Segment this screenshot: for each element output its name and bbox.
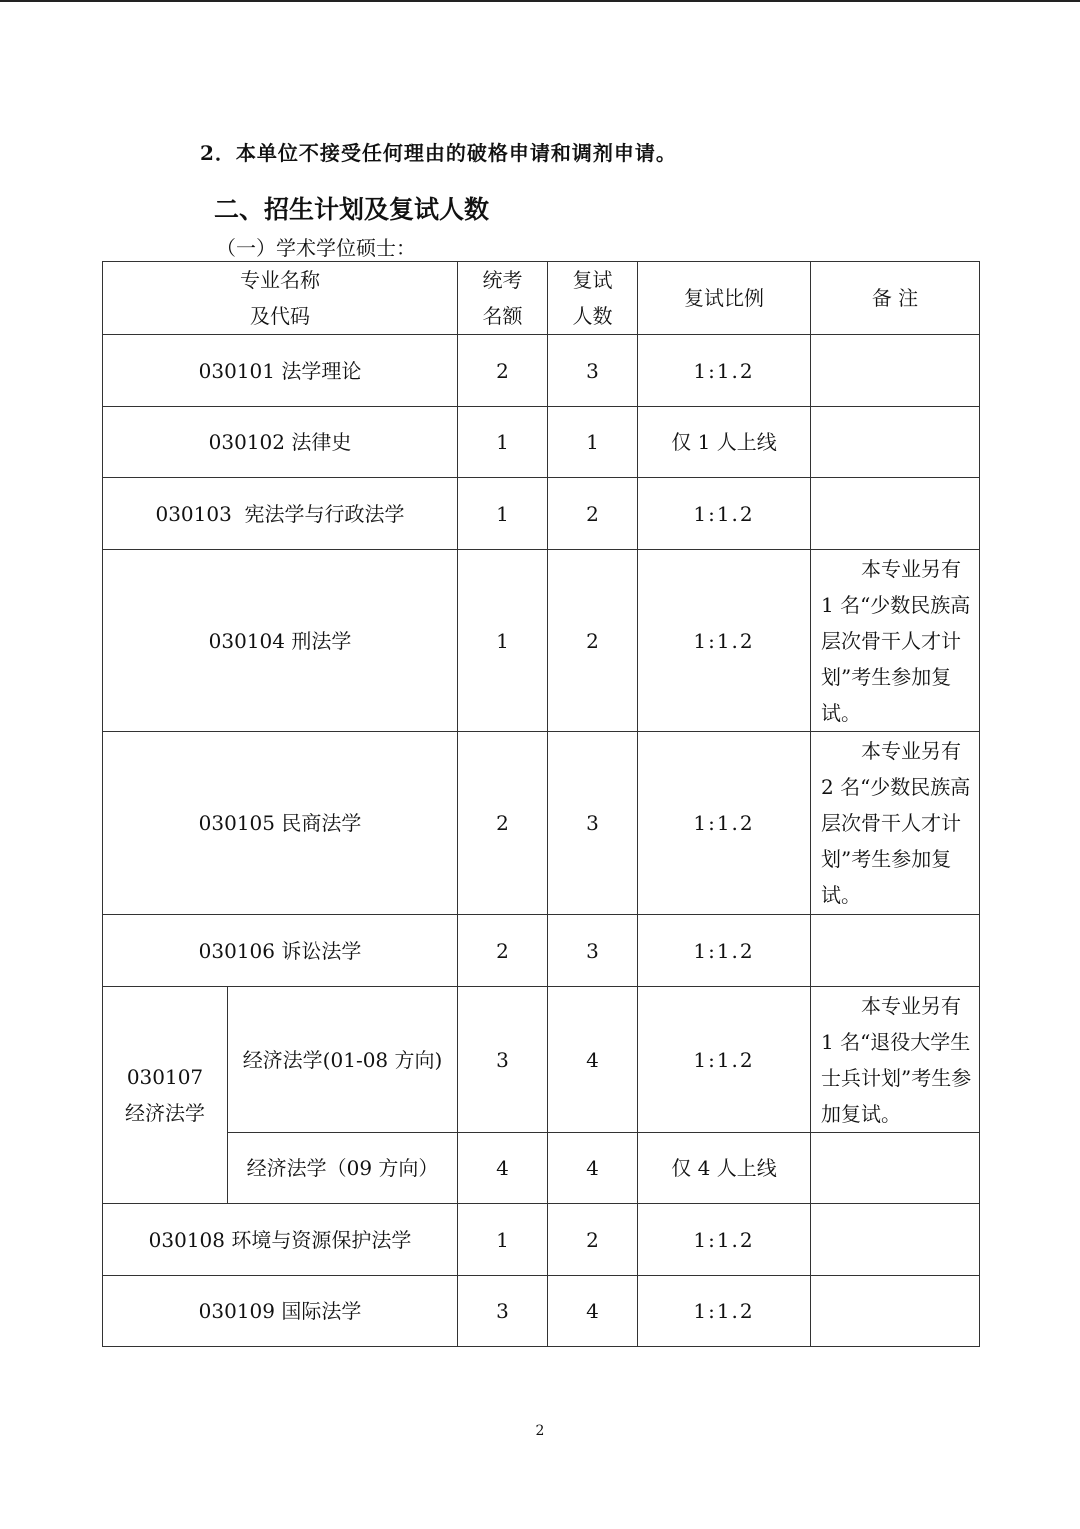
cell-retest: 1: [548, 407, 638, 478]
header-quota-line2: 名额: [482, 304, 523, 328]
cell-note: [811, 915, 980, 987]
cell-ratio: 仅 1 人上线: [638, 407, 811, 478]
header-note: 备 注: [811, 262, 980, 335]
cell-quota: 1: [458, 407, 548, 478]
cell-retest: 2: [548, 550, 638, 732]
cell-note: [811, 1204, 980, 1276]
table-row: [103, 1276, 980, 1347]
cell-ratio: 1:1.2: [638, 1276, 811, 1347]
cell-quota: 4: [458, 1133, 548, 1204]
cell-note: [811, 478, 980, 550]
group-code: 030107: [126, 1065, 204, 1089]
cell-note: [811, 335, 980, 407]
cell-quota: 2: [458, 335, 548, 407]
cell-major: 030109 国际法学: [103, 1276, 458, 1347]
section-title: 二、招生计划及复试人数: [214, 195, 490, 224]
enrollment-table: [102, 261, 980, 1347]
table-row: [103, 915, 980, 987]
cell-major: 030103 宪法学与行政法学: [103, 478, 458, 550]
table-row-group: [103, 987, 980, 1133]
cell-note: [811, 550, 980, 732]
cell-major: 030105 民商法学: [103, 732, 458, 915]
table-row: [103, 732, 980, 915]
cell-note: [811, 407, 980, 478]
cell-quota: 1: [458, 550, 548, 732]
cell-ratio: 1:1.2: [638, 550, 811, 732]
header-retest-line1: 复试: [572, 268, 613, 292]
cell-retest: 2: [548, 478, 638, 550]
cell-ratio: 仅 4 人上线: [638, 1133, 811, 1204]
cell-note: [811, 1133, 980, 1204]
rule-item-2: 2．本单位不接受任何理由的破格申请和调剂申请。: [200, 141, 677, 165]
header-quota-line1: 统考: [482, 268, 523, 292]
cell-direction: 经济法学(01-08 方向): [228, 987, 458, 1133]
cell-major: 030101 法学理论: [103, 335, 458, 407]
cell-note: [811, 732, 980, 915]
cell-note: [811, 1276, 980, 1347]
header-retest: [548, 262, 638, 335]
table-row: [103, 550, 980, 732]
cell-note-text: 本专业另有 2 名“少数民族高层次骨干人才计划”考生参加复试。: [821, 739, 971, 907]
cell-ratio: 1:1.2: [638, 478, 811, 550]
cell-quota: 3: [458, 1276, 548, 1347]
table-header-row: [103, 262, 980, 335]
header-major-line2: 及代码: [250, 304, 310, 328]
cell-retest: 3: [548, 732, 638, 915]
table-row: [103, 1204, 980, 1276]
cell-ratio: 1:1.2: [638, 915, 811, 987]
cell-quota: 1: [458, 478, 548, 550]
cell-ratio: 1:1.2: [638, 732, 811, 915]
cell-retest: 4: [548, 1276, 638, 1347]
cell-major: 030102 法律史: [103, 407, 458, 478]
cell-retest: 3: [548, 335, 638, 407]
cell-note-text: 本专业另有 1 名“退役大学生士兵计划”考生参加复试。: [821, 993, 972, 1126]
cell-quota: 2: [458, 915, 548, 987]
table-row: [103, 335, 980, 407]
group-name: 经济法学: [125, 1101, 205, 1125]
header-ratio: 复试比例: [638, 262, 811, 335]
cell-quota: 3: [458, 987, 548, 1133]
page-number: 2: [535, 1423, 545, 1439]
table-row: [103, 478, 980, 550]
page-top-border: [0, 0, 1080, 2]
cell-retest: 3: [548, 915, 638, 987]
header-major: [103, 262, 458, 335]
subsection-title: （一）学术学位硕士：: [216, 236, 416, 260]
header-major-line1: 专业名称: [240, 268, 320, 292]
cell-major: 030104 刑法学: [103, 550, 458, 732]
cell-direction: 经济法学（09 方向）: [228, 1133, 458, 1204]
cell-major: 030108 环境与资源保护法学: [103, 1204, 458, 1276]
cell-ratio: 1:1.2: [638, 987, 811, 1133]
cell-ratio: 1:1.2: [638, 1204, 811, 1276]
table-row: [103, 407, 980, 478]
header-retest-line2: 人数: [572, 304, 613, 328]
table-row: [103, 1133, 980, 1204]
cell-group-major: [103, 987, 228, 1204]
cell-retest: 2: [548, 1204, 638, 1276]
cell-retest: 4: [548, 987, 638, 1133]
cell-note-text: 本专业另有 1 名“少数民族高层次骨干人才计划”考生参加复试。: [821, 556, 971, 725]
cell-quota: 2: [458, 732, 548, 915]
cell-quota: 1: [458, 1204, 548, 1276]
header-quota: [458, 262, 548, 335]
cell-note: [811, 987, 980, 1133]
cell-ratio: 1:1.2: [638, 335, 811, 407]
cell-retest: 4: [548, 1133, 638, 1204]
cell-major: 030106 诉讼法学: [103, 915, 458, 987]
